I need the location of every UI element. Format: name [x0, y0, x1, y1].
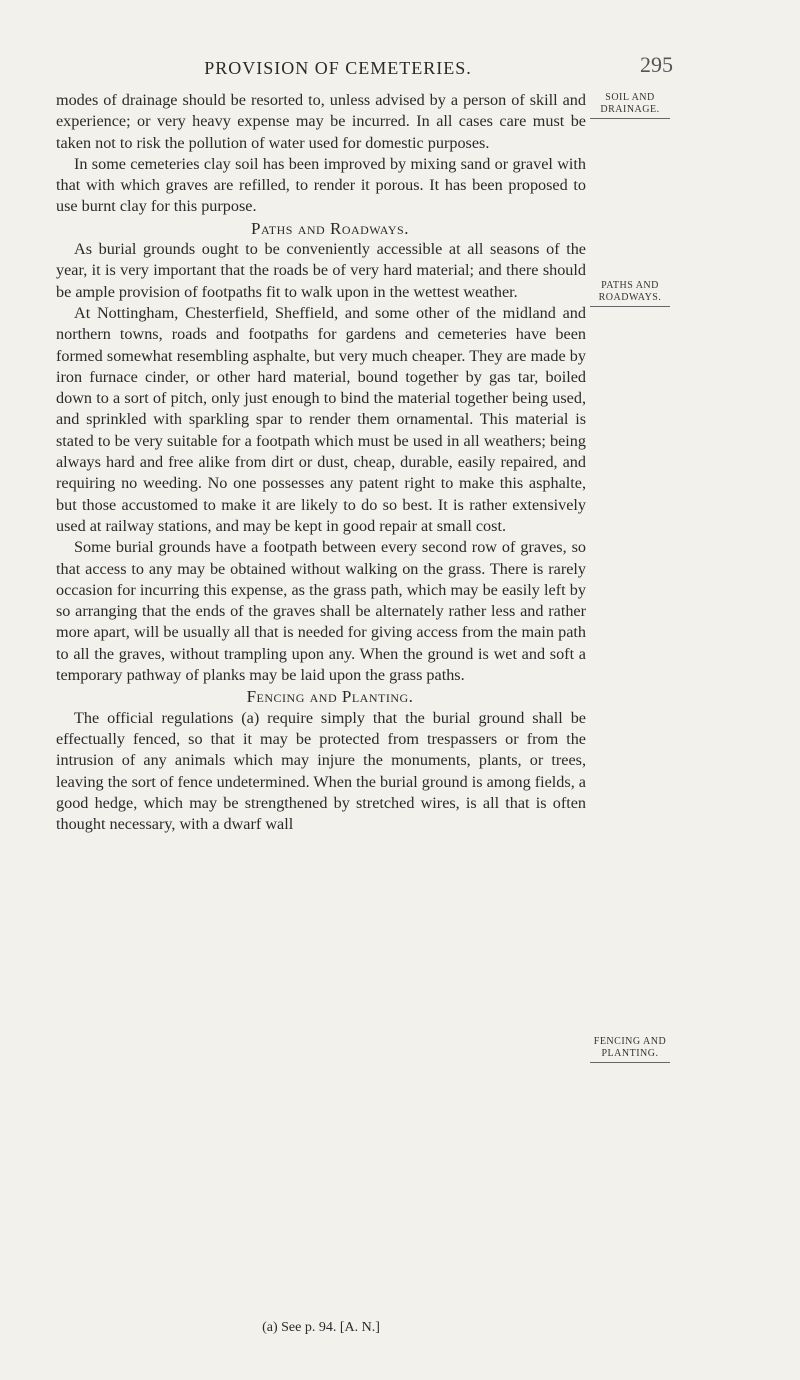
paragraph: As burial grounds ought to be conveniently accessible at all seasons of the year, it is very important that the roads be of very hard material; and there should be ample provision of footpaths fit to walk upon in the wettest weather. — [56, 240, 586, 301]
footnote: (a) See p. 94. [A. N.] — [262, 1320, 380, 1335]
paragraph: The official regulations (a) require simply that the burial ground shall be effectually fenced, so that it may be protected from trespassers or from the intrusion of any animals which may injure the monuments, plants, or trees, leaving the sort of fence undetermined. When the burial ground is among fields, a good hedge, which may be strengthened by stretched wires, is all that is often thought necessary, with a dwarf wall — [56, 708, 586, 834]
body-text — [56, 90, 586, 835]
margin-note-label: SOIL AND DRAINAGE. — [600, 92, 660, 115]
paragraph: modes of drainage should be resorted to, unless advised by a person of skill and experience; or very heavy expense may be incurred. In all cases care must be taken not to risk the pollution of water used for domestic purposes. — [56, 91, 586, 152]
section-heading-fencing: Fencing and Planting. — [246, 687, 414, 707]
running-head: PROVISION OF CEMETERIES. — [204, 58, 472, 78]
margin-note-soil-drainage — [590, 92, 670, 119]
margin-note-fencing-planting — [590, 1036, 670, 1063]
page-number: 295 — [640, 52, 673, 77]
margin-note-label: FENCING AND PLANTING. — [593, 1036, 667, 1059]
paragraph: At Nottingham, Chesterfield, Sheffield, and some other of the midland and northern towns, roads and footpaths for gardens and cemeteries have been formed somewhat resembling asphalte, but very much cheaper. They are made by iron furnace cinder, or other hard material, bound together by gas tar, boiled down to a sort of pitch, only just enough to bind the material together being used, and sprinkled with sparkling spar to render them ornamental. This material is stated to be very suitable for a footpath which must be used in all weathers; being always hard and free alike from dirt or dust, cheap, durable, easily repaired, and requiring no weeding. No one possesses any patent right to make this asphalte, but those accustomed to make it are likely to do so best. It is rather extensively used at railway stations, and may be kept in good repair at small cost. — [56, 303, 586, 535]
margin-note-paths-roadways — [590, 280, 670, 307]
paragraph: In some cemeteries clay soil has been improved by mixing sand or gravel with that with which graves are refilled, to render it porous. It has been proposed to use burnt clay for this purpose. — [56, 154, 586, 216]
margin-note-rule — [590, 306, 670, 307]
section-heading-paths: Paths and Roadways. — [251, 218, 409, 238]
margin-note-rule — [590, 1062, 670, 1063]
paragraph: Some burial grounds have a footpath between every second row of graves, so that access to any may be obtained without walking on the grass. There is rarely occasion for incurring this expense, as the grass path, which may be easily left by so arranging that the ends of the graves shall be alternately rather less and rather more apart, will be usually all that is needed for giving access from the main path to all the graves, without trampling upon any. When the ground is wet and soft a temporary pathway of planks may be laid upon the grass paths. — [56, 538, 586, 685]
margin-note-label: PATHS AND ROADWAYS. — [598, 280, 662, 303]
margin-note-rule — [590, 118, 670, 119]
